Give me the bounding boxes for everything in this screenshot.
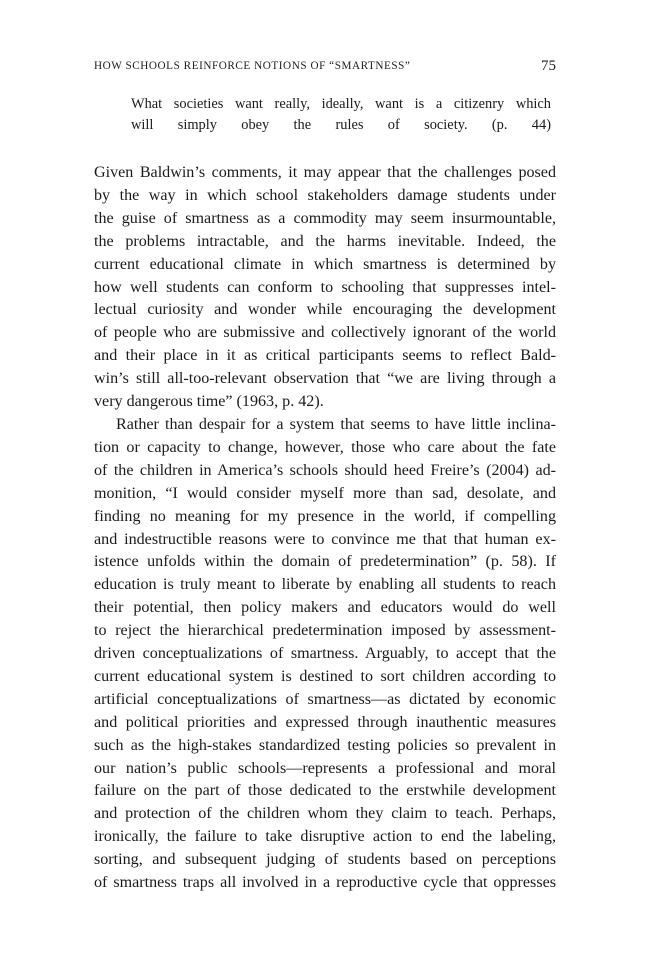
text-line: of the children in America’s schools should heed Freire’s (2004) ad-	[94, 461, 556, 479]
text-line: finding no meaning for my presence in the world, if compelling	[94, 507, 556, 525]
page-number: 75	[541, 58, 556, 74]
text-line: monition, “I would consider myself more than sad, desolate, and	[94, 484, 556, 502]
text-line: to reject the hierarchical predetermination imposed by assessment-	[94, 622, 556, 640]
text-line: sorting, and subsequent judging of students based on perceptions	[94, 851, 556, 869]
text-line: failure on the part of those dedicated to the erstwhile development	[94, 782, 556, 800]
text-line: and their place in it as critical participants seems to reflect Bald-	[94, 347, 556, 365]
text-line: driven conceptualizations of smartness. Arguably, to accept that the	[94, 645, 556, 663]
quote-line: What societies want really, ideally, want is a citizenry which	[131, 96, 551, 112]
text-line: current educational system is destined to sort children according to	[94, 667, 556, 685]
text-line: lectual curiosity and wonder while encouraging the development	[94, 301, 556, 319]
text-line: our nation’s public schools—represents a professional and moral	[94, 759, 556, 777]
text-line: very dangerous time” (1963, p. 42).	[94, 393, 324, 411]
text-line: and indestructible reasons were to convince me that that human ex-	[94, 530, 556, 548]
text-line: tion or capacity to change, however, those who care about the fate	[94, 438, 556, 456]
body-text	[94, 162, 556, 895]
text-line: istence unfolds within the domain of predetermination” (p. 58). If	[94, 553, 556, 571]
paragraph-1	[94, 162, 556, 414]
text-line: by the way in which school stakeholders damage students under	[94, 186, 556, 204]
text-line: and political priorities and expressed through inauthentic measures	[94, 713, 556, 731]
running-head-title: HOW SCHOOLS REINFORCE NOTIONS OF “SMARTNESS”	[94, 60, 411, 72]
text-line: such as the high-stakes standardized testing policies so prevalent in	[94, 736, 556, 754]
text-line: win’s still all-too-relevant observation that “we are living through a	[94, 370, 556, 388]
text-line: and protection of the children whom they claim to teach. Perhaps,	[94, 805, 556, 823]
text-line: Given Baldwin’s comments, it may appear that the challenges posed	[94, 164, 556, 181]
text-line: current educational climate in which smartness is determined by	[94, 255, 556, 273]
text-line: of people who are submissive and collectively ignorant of the world	[94, 324, 556, 342]
text-line: artificial conceptualizations of smartness—as dictated by economic	[94, 690, 556, 708]
block-quote	[131, 94, 551, 135]
text-line: Rather than despair for a system that seems to have little inclina-	[116, 415, 556, 433]
text-line: the guise of smartness as a commodity may seem insurmountable,	[94, 209, 556, 227]
text-line: their potential, then policy makers and educators would do well	[94, 599, 556, 617]
quote-line: will simply obey the rules of society. (p. 44)	[131, 116, 551, 133]
text-line: of smartness traps all involved in a reproductive cycle that oppresses	[94, 874, 556, 892]
text-line: ironically, the failure to take disruptive action to end the labeling,	[94, 828, 556, 846]
text-line: the problems intractable, and the harms inevitable. Indeed, the	[94, 232, 556, 250]
text-line: how well students can conform to schooling that suppresses intel-	[94, 278, 556, 296]
paragraph-2	[94, 414, 556, 895]
text-line: education is truly meant to liberate by enabling all students to reach	[94, 576, 556, 594]
running-head	[94, 58, 556, 76]
